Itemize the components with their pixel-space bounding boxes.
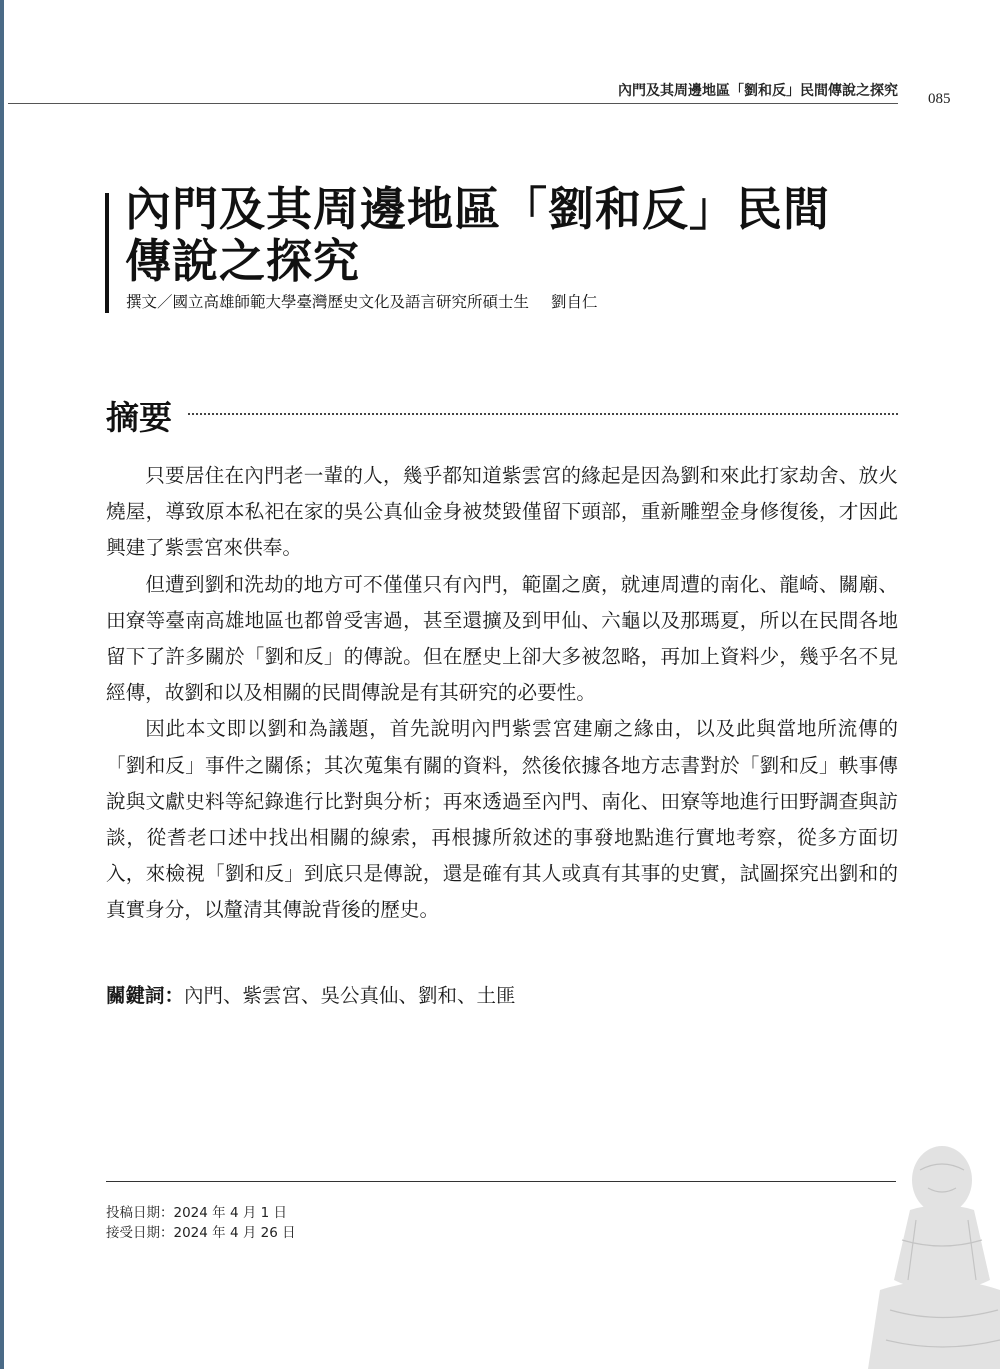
deity-statue-watermark-image (850, 1140, 1000, 1369)
keywords-text: 內門、紫雲宮、吳公真仙、劉和、土匪 (184, 984, 516, 1007)
article-title-line-1: 內門及其周邊地區「劉和反」民間 (125, 182, 830, 236)
submitted-date: 投稿日期：2024 年 4 月 1 日 (106, 1205, 287, 1221)
abstract-heading: 摘要 (106, 398, 172, 437)
article-title (125, 183, 915, 287)
keywords (106, 980, 516, 1008)
byline (126, 290, 598, 312)
abstract-heading-dotted-rule (188, 413, 898, 415)
byline-affiliation: 撰文／國立高雄師範大學臺灣歷史文化及語言研究所碩士生 (126, 293, 530, 311)
title-accent-bar (105, 193, 109, 313)
article-title-line-2: 傳說之探究 (125, 234, 360, 288)
abstract-paragraph-1: 只要居住在內門老一輩的人，幾乎都知道紫雲宮的緣起是因為劉和來此打家劫舍、放火燒屋，導致原本私祀在家的吳公真仙金身被焚毀僅留下頭部，重新雕塑金身修復後，才因此興建了紫雲宮來供奉。 (106, 464, 898, 560)
byline-author: 劉自仁 (551, 293, 598, 311)
keywords-label: 關鍵詞： (106, 984, 185, 1007)
running-head: 內門及其周邊地區「劉和反」民間傳說之探究 (618, 83, 898, 99)
page-number: 085 (928, 91, 951, 107)
page-edge-stripe (0, 0, 4, 1369)
accepted-date: 接受日期：2024 年 4 月 26 日 (106, 1225, 296, 1241)
submission-dates (106, 1203, 296, 1243)
footer-rule (106, 1181, 896, 1182)
abstract-body (106, 458, 898, 929)
abstract-paragraph-2: 但遭到劉和洗劫的地方可不僅僅只有內門，範圍之廣，就連周遭的南化、龍崎、關廟、田寮等臺南高雄地區也都曾受害過，甚至還擴及到甲仙、六龜以及那瑪夏，所以在民間各地留下了許多關於「劉和反」的傳說。但在歷史上卻大多被忽略，再加上資料少，幾乎名不見經傳，故劉和以及相關的民間傳說是有其研究的必要性。 (106, 572, 898, 705)
abstract-paragraph-3: 因此本文即以劉和為議題，首先說明內門紫雲宮建廟之緣由，以及此與當地所流傳的「劉和反」事件之關係；其次蒐集有關的資料，然後依據各地方志書對於「劉和反」軼事傳說與文獻史料等紀錄進行比對與分析；再來透過至內門、南化、田寮等地進行田野調查與訪談，從耆老口述中找出相關的線索，再根據所敘述的事發地點進行實地考察，從多方面切入，來檢視「劉和反」到底只是傳說，還是確有其人或真有其事的史實，試圖探究出劉和的真實身分，以釐清其傳說背後的歷史。 (106, 717, 898, 922)
header-rule (8, 103, 898, 104)
